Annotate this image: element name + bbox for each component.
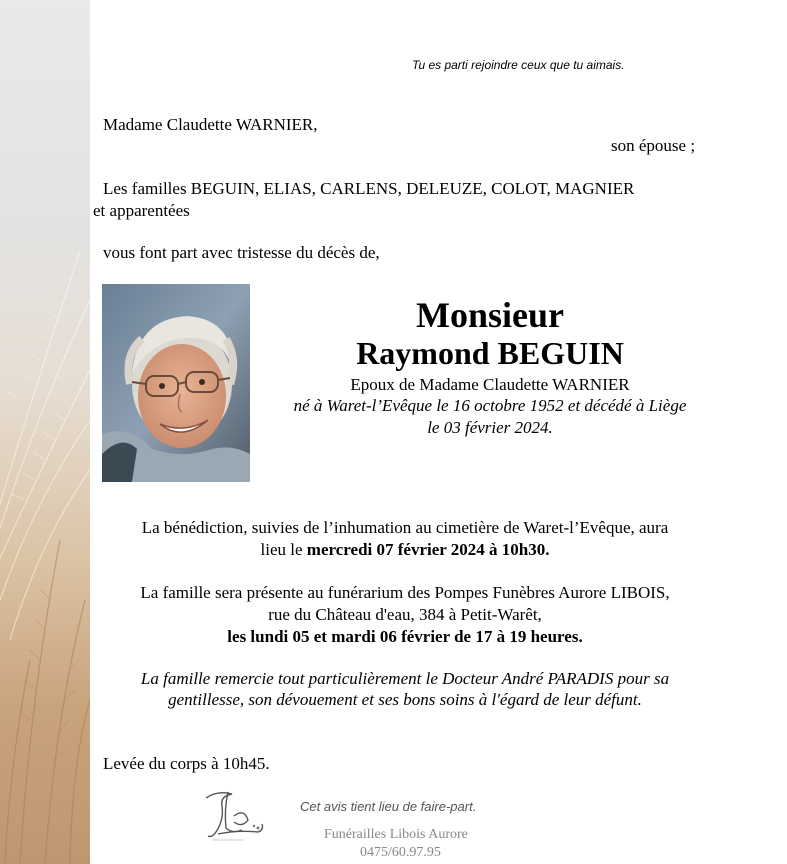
footer-note: Cet avis tient lieu de faire-part.: [300, 799, 477, 814]
decorative-side-image: [0, 0, 90, 864]
footer-company: Funérailles Libois Aurore: [324, 827, 468, 842]
families-line-1: Les familles BEGUIN, ELIAS, CARLENS, DELEUZE, COLOT, MAGNIER: [103, 179, 635, 198]
announcement: vous font part avec tristesse du décès de,: [103, 243, 380, 262]
epigraph: Tu es parti rejoindre ceux que tu aimais.: [412, 58, 625, 72]
spouse-role: son épouse ;: [611, 136, 696, 155]
footer-phone: 0475/60.97.95: [360, 845, 441, 860]
ceremony-line-1: La bénédiction, suivies de l’inhumation au cimetière de Waret-l’Evêque, aura: [141, 518, 669, 537]
ceremony-date-prefix: lieu le: [260, 540, 307, 559]
funeral-home-logo: [198, 786, 270, 844]
portrait-illustration: [102, 284, 250, 482]
deceased-spouse-line: Epoux de Madame Claudette WARNIER: [350, 375, 630, 394]
deceased-title: Monsieur: [416, 295, 564, 335]
pampas-grass-illustration: [0, 0, 90, 864]
thanks-line-2: gentillesse, son dévouement et ses bons soins à l'égard de leur défunt.: [168, 690, 642, 709]
visitation-line-1: La famille sera présente au funérarium des Pompes Funèbres Aurore LIBOIS,: [140, 583, 670, 602]
signature-logo-icon: [198, 786, 270, 844]
levee-du-corps: Levée du corps à 10h45.: [103, 754, 270, 773]
spouse-name: Madame Claudette WARNIER,: [103, 115, 318, 134]
ceremony-line-2: [90, 540, 720, 560]
visitation-hours: [90, 627, 720, 647]
deceased-dates-line-1: né à Waret-l’Evêque le 16 octobre 1952 et décédé à Liège: [293, 396, 687, 415]
families-line-2: et apparentées: [93, 201, 190, 220]
deceased-dates-line-2: le 03 février 2024.: [427, 418, 553, 437]
visitation-hours-text: les lundi 05 et mardi 06 février de 17 à 19 heures.: [227, 627, 583, 646]
thanks-line-1: La famille remercie tout particulièrement le Docteur André PARADIS pour sa: [140, 669, 670, 688]
ceremony-date: mercredi 07 février 2024 à 10h30.: [306, 540, 550, 559]
visitation-address: rue du Château d'eau, 384 à Petit-Warêt,: [268, 605, 542, 624]
death-notice: [90, 0, 787, 864]
deceased-photo: [102, 284, 250, 482]
deceased-name: Raymond BEGUIN: [356, 335, 624, 371]
